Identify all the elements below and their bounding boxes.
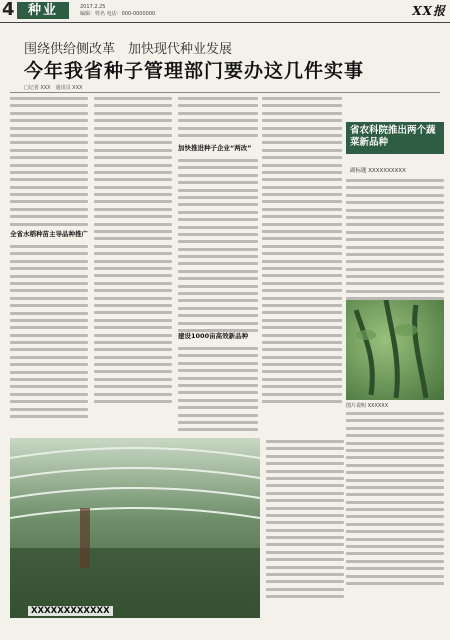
issue-date: 2017.2.25 (80, 4, 106, 10)
article-column-4 (262, 97, 342, 437)
article-column-1 (10, 97, 88, 437)
newspaper-name: XX报 (412, 4, 446, 18)
beans-photo (346, 300, 444, 400)
sidebar-title: 省农科院推出两个蔬菜新品种 (350, 125, 436, 148)
article-tail (266, 440, 344, 620)
article-byline: □记者 XXX 通讯员 XXX (24, 85, 83, 91)
sidebar-continued (346, 412, 444, 612)
subhead-1: 全省水稻种苗主导品种推广 (10, 230, 88, 238)
text-lines (266, 440, 344, 603)
page-number: 4 (2, 0, 15, 20)
article-headline: 今年我省种子管理部门要办这几件实事 (24, 60, 365, 82)
text-lines (178, 347, 258, 436)
divider (10, 92, 440, 93)
main-photo-caption: XXXXXXXXXXXX (28, 606, 113, 616)
text-lines (10, 245, 88, 422)
text-lines (178, 97, 258, 141)
beans-caption: 图片说明 XXXXXX (346, 403, 389, 409)
text-lines (346, 412, 444, 589)
masthead (0, 0, 450, 23)
subhead-2: 加快推进种子企业“两改” (178, 144, 252, 152)
sidebar-subtitle: 副标题 XXXXXXXXXX (350, 168, 406, 174)
greenhouse-photo (10, 438, 260, 618)
article-kicker: 围绕供给侧改革 加快现代种业发展 (24, 42, 233, 57)
subhead-3: 建设1000亩高效新品种 (178, 332, 249, 340)
text-lines (262, 97, 342, 407)
text-lines (94, 97, 172, 407)
editor-info: 编辑：姓名 电话：000-0000000 (80, 11, 156, 17)
text-lines (178, 159, 258, 336)
article-column-3 (178, 97, 258, 437)
article-column-2 (94, 97, 172, 437)
section-label: 种业 (17, 2, 69, 19)
text-lines (10, 97, 88, 230)
